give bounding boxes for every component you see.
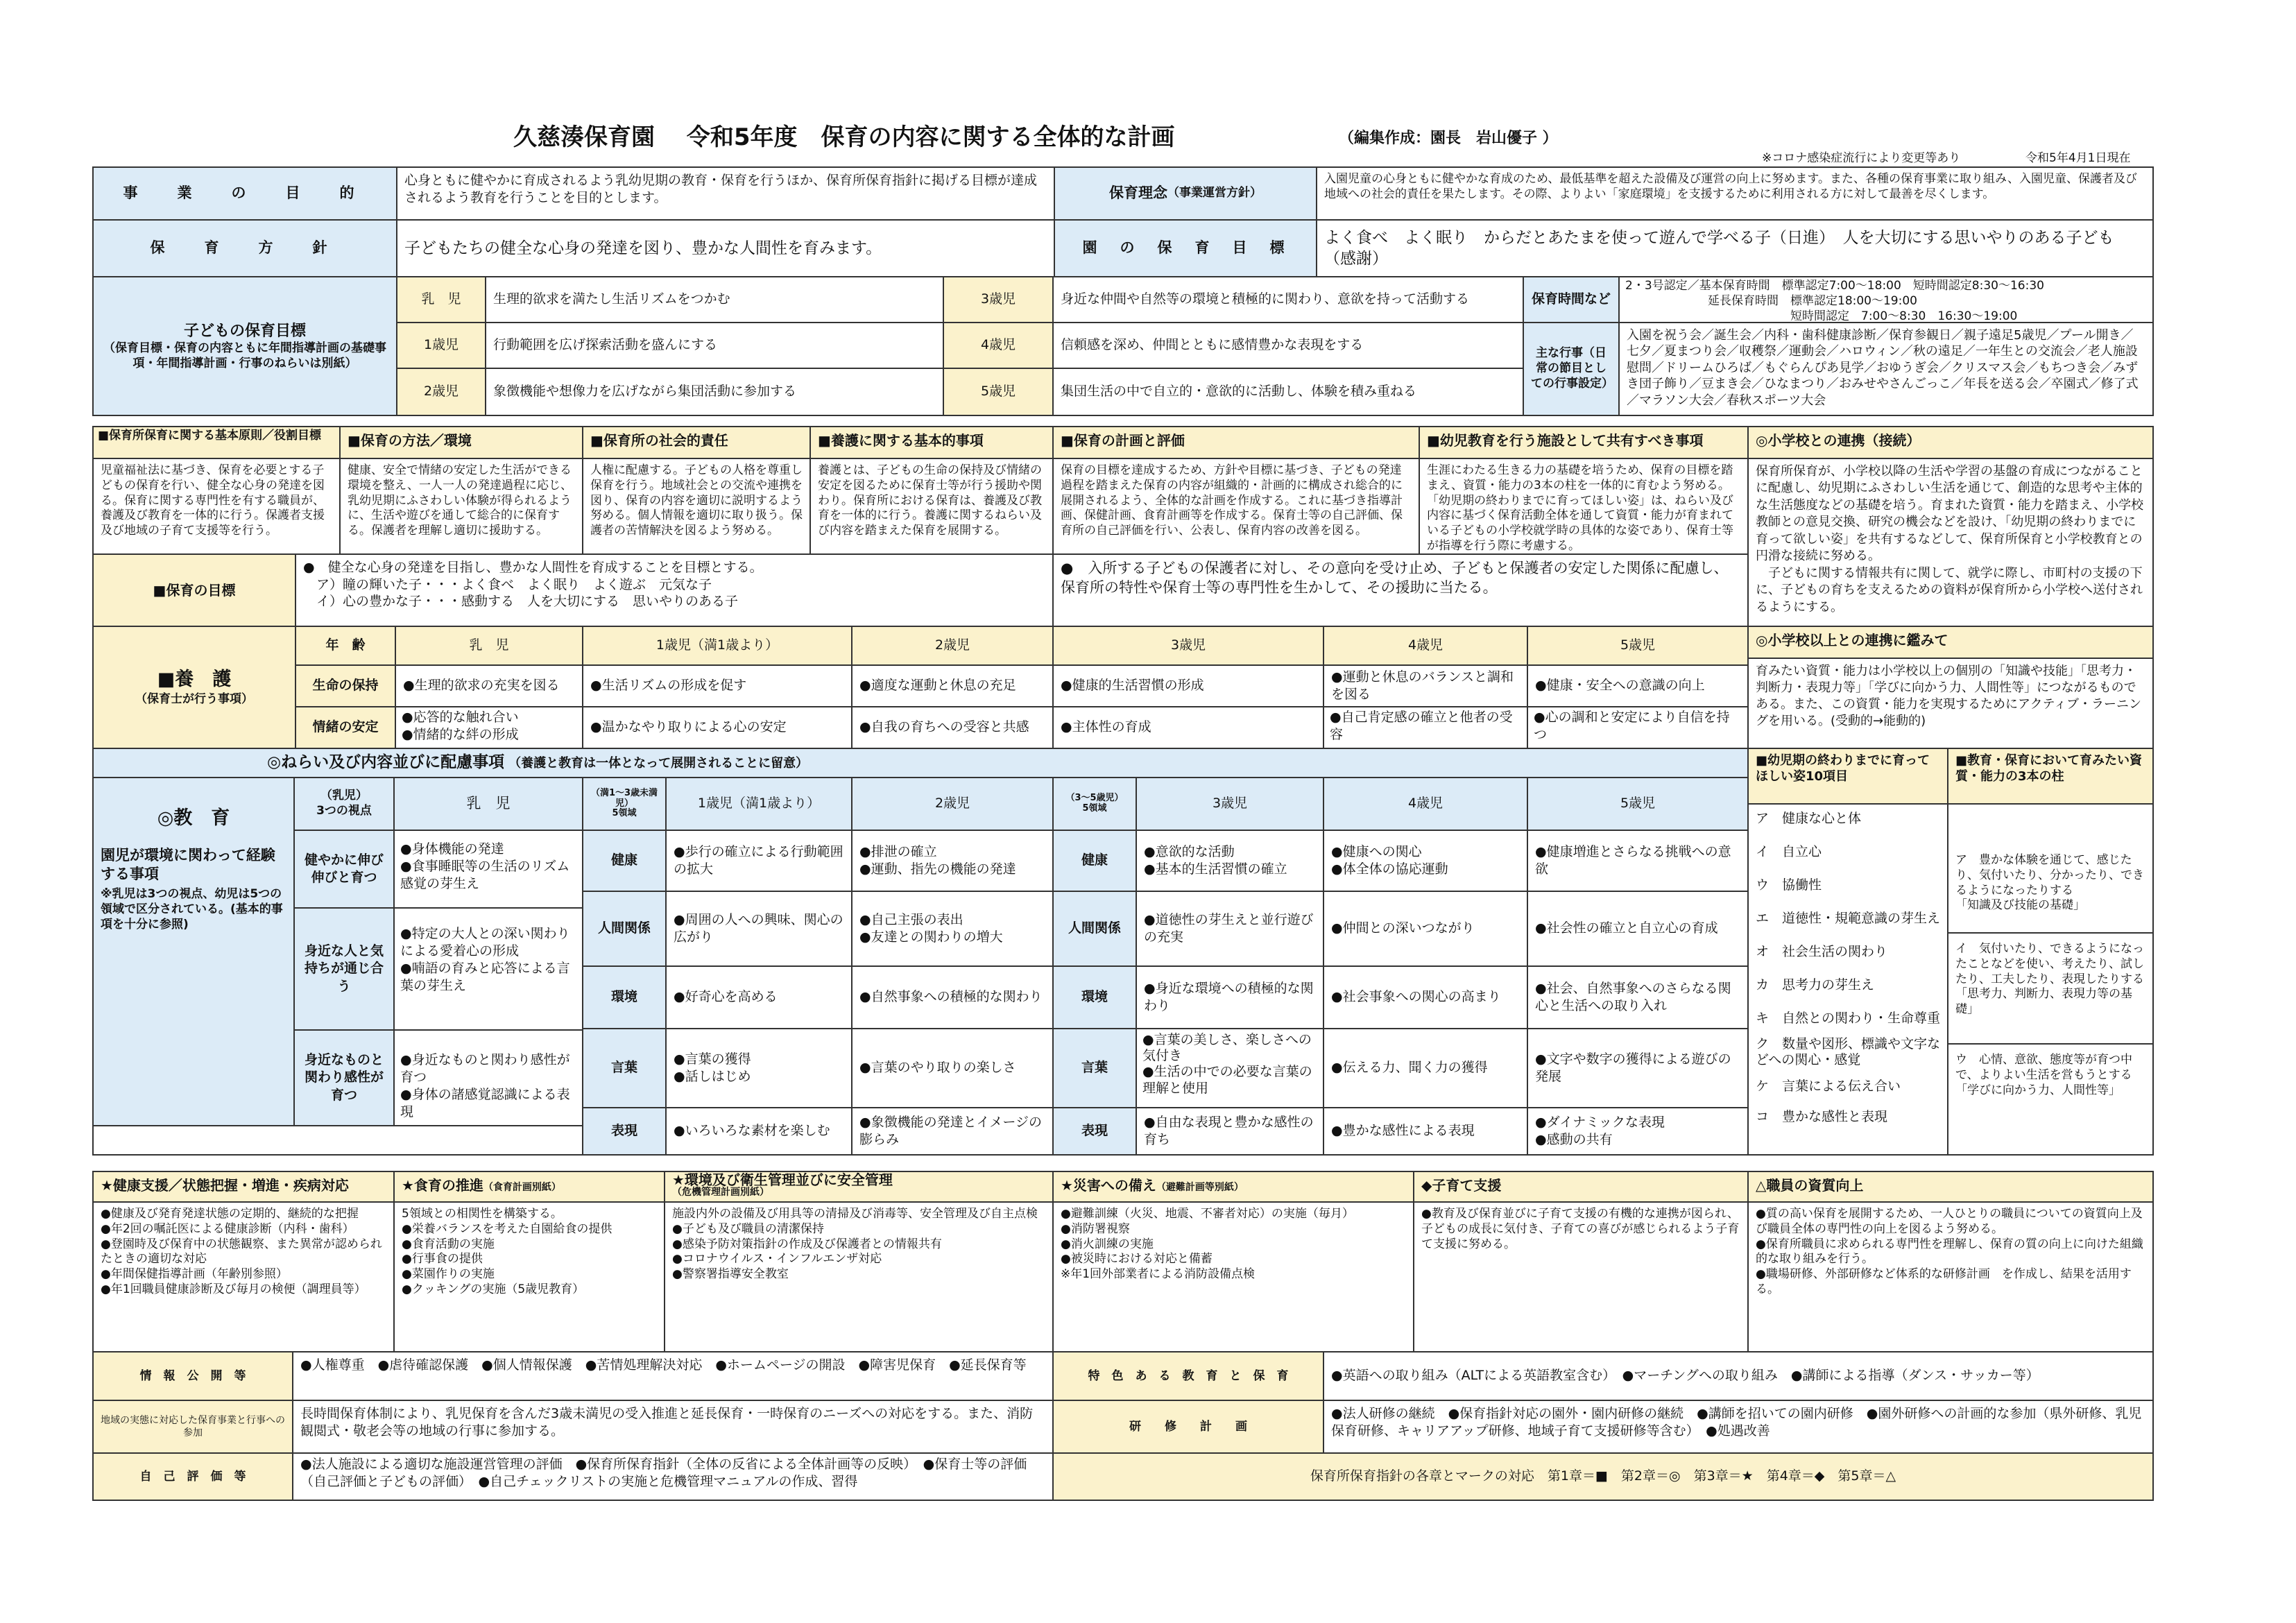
hours-label: 保育時間など bbox=[1523, 276, 1620, 323]
center-goal-text: よく食べ よく眠り からだとあたまを使って遊んで学べる子（日進） 人を大切にする思いやりのある子ども（感謝） bbox=[1316, 219, 2154, 277]
emotion-label: 情緒の安定 bbox=[295, 706, 396, 749]
training-text: ●法人研修の継続 ●保育指針対応の園外・園内研修の継続 ●講師を招いての園内研修 ●園外研修への計画的な参加（県外研修、乳児保育研修、キャリアアップ研修、地域子育て支援研修等含む） ●処遇改善 bbox=[1323, 1400, 2154, 1454]
yougo-age-1: 1歳児（満1歳より） bbox=[582, 626, 853, 666]
education-note: ※乳児は3つの視点、幼児は5つの領域で区分されている。(基本的事項を十分に参照) bbox=[101, 887, 283, 931]
relations-2: ●自己主張の表出 ●友達との関わりの増大 bbox=[851, 891, 1054, 967]
goal-text-2: 象徴機能や想像力を広げながら集団活動に参加する bbox=[485, 368, 944, 416]
education-desc: 園児が環境に関わって経験する事項 bbox=[101, 846, 275, 883]
yougo-age-3: 3歳児 bbox=[1052, 626, 1324, 666]
self-eval-label: 自 己 評 価 等 bbox=[92, 1452, 293, 1501]
elementary-head: ◎小学校との連携（接続） bbox=[1747, 426, 2154, 459]
child-goals-title: 子どもの保育目標 bbox=[183, 322, 306, 340]
disaster-text: ●避難訓練（火災、地震、不審者対応）の実施（毎月） ●消防署視察 ●消火訓練の実施 ●被災時における対応と備蓄 ※年1回外部業者による消防設備点検 bbox=[1052, 1201, 1414, 1352]
domain-health: 健康 bbox=[582, 830, 667, 892]
food-text: 5領域との相関性を構築する。 ●栄養バランスを考えた自園給食の提供 ●食育活動の実施 ●行事食の提供 ●菜園作りの実施 ●クッキングの実施（5歳児教育） bbox=[393, 1201, 665, 1352]
hours-text: 2・3号認定／基本保育時間 標準認定7:00～18:00 短時間認定8:30～16:30 延長保育時間 標準認定18:00～19:00 短時間認定 7:00～8:30 16:30～19:00 bbox=[1618, 276, 2154, 323]
goal-text-5: 集団生活の中で自立的・意欲的に活動し、体験を積み重ねる bbox=[1052, 368, 1524, 416]
expression-5: ●ダイナミックな表現 ●感動の共有 bbox=[1527, 1107, 1749, 1156]
language-5: ●文字や数字の獲得による遊びの発展 bbox=[1527, 1028, 1749, 1108]
pillar-item: ウ 心情、意欲、態度等が育つ中で、よりよい生活を営もうとする 「学びに向かう力、人間性等」 bbox=[1955, 1053, 2132, 1097]
domain-label-1: （満1～3歳未満児） 5領域 bbox=[582, 777, 667, 831]
food-title: ★食育の推進 bbox=[402, 1177, 483, 1194]
nerai-subtitle: （養護と教育は一体となって展開されることに留意） bbox=[508, 756, 809, 771]
view-text-1: ●身体機能の発達 ●食事睡眠等の生活のリズム感覚の芽生え bbox=[393, 830, 583, 909]
domain-expression: 表現 bbox=[582, 1107, 667, 1156]
education-title: ◎教 育 bbox=[157, 807, 230, 829]
philosophy-subtitle: （事業運営方針） bbox=[1167, 186, 1262, 200]
domain-language-2: 言葉 bbox=[1052, 1028, 1137, 1108]
nerai-header bbox=[92, 748, 1749, 778]
life-infant: ●生理的欲求の充実を図る bbox=[395, 664, 583, 707]
ten-item: オ 社会生活の関わり bbox=[1756, 944, 1888, 959]
health-1: ●歩行の確立による行動範囲の拡大 bbox=[665, 830, 853, 892]
blank-spacer bbox=[92, 1125, 583, 1156]
renkei-text: 育みたい資質・能力は小学校以上の個別の「知識や技能」「思考力・判断力・表現力等」「学びに向かう力、人間性等」につながるものである。また、この資質・能力を実現するためにアクティブ・ラーニングを用いる。(受動的→能動的) bbox=[1747, 658, 2154, 749]
events-text: 入園を祝う会／誕生会／内科・歯科健康診断／保育参観日／親子遠足5歳児／プール開き／七夕／夏まつり会／収穫祭／運動会／ハロウィン／秋の遠足／一年生との交流会／老人施設慰問／ドリームひろば／もぐらんぴあ見学／おゆうぎ会／クリスマス会／もちつき会／みずき団子飾り／豆まき会／ひなまつり／おみせやさんごっこ／年長を送る会／卒園式／修了式／マラソン大会／春秋スポーツ大会 bbox=[1618, 322, 2154, 416]
goal-text-infant: 生理的欲求を満たし生活リズムをつかむ bbox=[485, 276, 944, 323]
view-text-2: ●特定の大人との深い関わりによる愛着心の形成 ●喃語の育みと応答による言葉の芽生え bbox=[393, 907, 583, 1031]
emotion-5: ●心の調和と安定により自信を持つ bbox=[1527, 706, 1749, 749]
health-2: ●排泄の確立 ●運動、指先の機能の発達 bbox=[851, 830, 1054, 892]
renkei-head: ◎小学校以上との連携に鑑みて bbox=[1747, 626, 2154, 659]
goal-age-2: 2歳児 bbox=[396, 368, 486, 416]
environment-5: ●社会、自然事象へのさらなる関心と生活への取り入れ bbox=[1527, 965, 1749, 1029]
domain-language: 言葉 bbox=[582, 1028, 667, 1108]
principle-text-6: 生涯にわたる生きる力の基礎を培うため、保育の目標を踏まえ、資質・能力の3本の柱を一体的に育むよう努める。「幼児期の終わりまでに育ってほしい姿」は、ねらい及び内容に基づく保育活動全体を通して資質・能力が育まれている子どもの小学校就学時の具体的な姿であり、保育士等が指導を行う際に考慮する。 bbox=[1419, 458, 1749, 555]
health-5: ●健康増進とさらなる挑戦への意欲 bbox=[1527, 830, 1749, 892]
goal-age-5: 5歳児 bbox=[943, 368, 1054, 416]
child-goals-label bbox=[92, 276, 397, 416]
disaster-head bbox=[1052, 1171, 1414, 1203]
food-subtitle: （食育計画別紙） bbox=[483, 1182, 561, 1193]
info-text: ●人権尊重 ●虐待確認保護 ●個人情報保護 ●苦情処理解決対応 ●ホームページの開設 ●障害児保育 ●延長保育等 bbox=[292, 1351, 1054, 1401]
ten-item: ク 数量や図形、標識や文字などへの関心・感覚 bbox=[1756, 1036, 1941, 1067]
editor-note: （編集作成：園長 岩山優子 ） bbox=[1339, 130, 1558, 147]
childcare-support-text: ●教育及び保育並びに子育て支援の有機的な連携が図られ、子どもの成長に気付き、子育ての喜びが感じられるよう子育て支援に努める。 bbox=[1413, 1201, 1749, 1352]
philosophy-text: 入園児童の心身ともに健やかな育成のため、最低基準を超えた設備及び運営の向上に努めます。また、各種の保育事業に取り組み、入園児童、保護者及び地域への社会的責任を果たします。その際、よりよい「家庭環境」を支援するために利用される方に対して最善を尽くします。 bbox=[1316, 166, 2154, 221]
philosophy-title: 保育理念 bbox=[1109, 184, 1167, 202]
childcare-support-head: ◆子育て支援 bbox=[1413, 1171, 1749, 1203]
events-label: 主な行事（日常の節目としての行事設定） bbox=[1523, 322, 1620, 416]
view-text-3: ●身近なものと関わり感性が育つ ●身体の諸感覚認識による表現 bbox=[393, 1029, 583, 1126]
elementary-text: 保育所保育が、小学校以降の生活や学習の基盤の育成につながることに配慮し、幼児期にふさわしい生活を通じて、創造的な思考や主体的な生活態度などの基礎を培う。育まれた資質・能力を踏まえ、小学校教師との意見交換、研究の機会などを設け、「幼児期の終わりまでに育って欲しい姿」を共有するなどして、保育所保育と小学校教育との円滑な接続に努める。 子どもに関する情報共有に関して、就学に際し、市町村の支援の下に、子どもの育ちを支えるための資料が保育所から小学校へ送付されるようにする。 bbox=[1747, 458, 2154, 627]
policy-label: 保 育 方 針 bbox=[92, 219, 397, 277]
ten-item: ア 健康な心と体 bbox=[1756, 811, 1862, 826]
ten-item: コ 豊かな感性と表現 bbox=[1756, 1109, 1888, 1124]
ten-item: ケ 言葉による伝え合い bbox=[1756, 1079, 1901, 1094]
safety-subtitle: （危機管理計画別紙） bbox=[672, 1187, 769, 1198]
yougo-age-2: 2歳児 bbox=[851, 626, 1054, 666]
nerai-title: ◎ねらい及び内容並びに配慮事項 bbox=[267, 753, 505, 771]
info-label: 情 報 公 開 等 bbox=[92, 1351, 293, 1401]
domain-relations: 人間関係 bbox=[582, 891, 667, 967]
yougo-age-infant: 乳 児 bbox=[395, 626, 583, 666]
emotion-1: ●温かなやり取りによる心の安定 bbox=[582, 706, 853, 749]
life-5: ●健康・安全への意識の向上 bbox=[1527, 664, 1749, 707]
health-4: ●健康への関心 ●体全体の協応運動 bbox=[1323, 830, 1528, 892]
local-text: 長時間保育体制により、乳児保育を含んだ3歳未満児の受入推進と延長保育・一時保育のニーズへの対応をする。また、消防観閲式・敬老会等の地域の行事に参加する。 bbox=[292, 1400, 1054, 1454]
yougo-label bbox=[92, 626, 296, 749]
philosophy-label bbox=[1054, 166, 1317, 221]
goal-age-infant: 乳 児 bbox=[396, 276, 486, 323]
emotion-4: ●自己肯定感の確立と他者の受容 bbox=[1323, 706, 1528, 749]
hoiku-goal-left: ● 健全な心身の発達を目指し、豊かな人間性を育成することを目標とする。 ア）瞳の輝いた子・・・よく食べ よく眠り よく遊ぶ 元気な子 イ）心の豊かな子・・・感動する 人を大切にする 思いやりのある子 bbox=[295, 553, 1054, 627]
goal-age-4: 4歳児 bbox=[943, 322, 1054, 369]
hoiku-goal-label: ■保育の目標 bbox=[92, 553, 296, 627]
pillar-item: ア 豊かな体験を通じて、感じたり、気付いたり、分かったり、できるようになったりする 「知識及び技能の基礎」 bbox=[1948, 805, 2152, 934]
policy-text: 子どもたちの健全な心身の発達を図り、豊かな人間性を育みます。 bbox=[396, 219, 1055, 277]
purpose-text: 心身ともに健やかに育成されるよう乳幼児期の教育・保育を行うほか、保育所保育指針に掲げる目標が達成されるよう教育を行うことを目的とします。 bbox=[396, 166, 1055, 221]
safety-text: 施設内外の設備及び用具等の清掃及び消毒等、安全管理及び自主点検 ●子ども及び職員の清潔保持 ●感染予防対策指針の作成及び保護者との情報共有 ●コロナウイルス・インフルエンザ対応 ●警察署指導安全教室 bbox=[664, 1201, 1054, 1352]
domain-relations-2: 人間関係 bbox=[1052, 891, 1137, 967]
ten-item: カ 思考力の芽生え bbox=[1756, 977, 1875, 993]
edu-age-1-header: 1歳児（満1歳より） bbox=[665, 777, 853, 831]
chapter-marks: 保育所保育指針の各章とマークの対応 第1章＝■ 第2章＝◎ 第3章＝★ 第4章＝◆ 第5章＝△ bbox=[1052, 1452, 2154, 1501]
emotion-infant: ●応答的な触れ合い ●情緒的な絆の形成 bbox=[395, 706, 583, 749]
edu-age-2-header: 2歳児 bbox=[851, 777, 1054, 831]
environment-2: ●自然事象への積極的な関わり bbox=[851, 965, 1054, 1029]
domain-health-2: 健康 bbox=[1052, 830, 1137, 892]
relations-1: ●周囲の人への興味、関心の広がり bbox=[665, 891, 853, 967]
ten-item: エ 道徳性・規範意識の芽生え bbox=[1756, 911, 1941, 926]
principle-text-3: 人権に配慮する。子どもの人格を尊重し保育を行う。地域社会との交流や連携を図り、保育の内容を適切に説明するよう努める。個人情報を適切に取り扱う。保護者の苦情解決を図るよう努める。 bbox=[582, 458, 811, 555]
language-1: ●言葉の獲得 ●話しはじめ bbox=[665, 1028, 853, 1108]
view-name-1: 健やかに伸び伸びと育つ bbox=[293, 830, 395, 909]
principle-head-3: ■保育所の社会的責任 bbox=[582, 426, 811, 459]
relations-3: ●道徳性の芽生えと並行遊びの充実 bbox=[1136, 891, 1324, 967]
principle-head-2: ■保育の方法／環境 bbox=[339, 426, 583, 459]
principle-text-1: 児童福祉法に基づき、保育を必要とする子どもの保育を行い、健全な心身の発達を図る。保育に関する専門性を有する職員が、養護及び教育を一体的に行う。保護者支援及び地域の子育て支援等を行う。 bbox=[92, 458, 341, 555]
training-label: 研 修 計 画 bbox=[1052, 1400, 1324, 1454]
as-of-date: 令和5年4月1日現在 bbox=[2025, 151, 2131, 165]
three-pillars-head: ■教育・保育において育みたい資質・能力の3本の柱 bbox=[1947, 748, 2154, 805]
food-head bbox=[393, 1171, 665, 1203]
life-3: ●健康的生活習慣の形成 bbox=[1052, 664, 1324, 707]
life-4: ●運動と休息のバランスと調和を図る bbox=[1323, 664, 1528, 707]
page-title: 久慈湊保育園 令和5年度 保育の内容に関する全体的な計画 bbox=[513, 123, 1175, 151]
yougo-age-4: 4歳児 bbox=[1323, 626, 1528, 666]
relations-5: ●社会性の確立と自立心の育成 bbox=[1527, 891, 1749, 967]
relations-4: ●仲間との深いつながり bbox=[1323, 891, 1528, 967]
three-pillars-list bbox=[1947, 803, 2154, 1156]
domain-label-2: （3～5歳児） 5領域 bbox=[1052, 777, 1137, 831]
ten-item: キ 自然との関わり・生命尊重 bbox=[1756, 1011, 1941, 1026]
life-1: ●生活リズムの形成を促す bbox=[582, 664, 853, 707]
goal-text-4: 信頼感を深め、仲間とともに感情豊かな表現をする bbox=[1052, 322, 1524, 369]
covid-note: ※コロナ感染症流行により変更等あり bbox=[1762, 151, 1961, 165]
yougo-age-5: 5歳児 bbox=[1527, 626, 1749, 666]
feature-label: 特 色 あ る 教 育 と 保 育 bbox=[1052, 1351, 1324, 1401]
view-name-3: 身近なものと関わり感性が育つ bbox=[293, 1029, 395, 1126]
principle-text-4: 養護とは、子どもの生命の保持及び情緒の安定を図るために保育士等が行う援助や関わり。保育所における保育は、養護及び教育を一体的に行う。養護に関するねらい及び内容を踏まえた保育を展開する。 bbox=[809, 458, 1054, 555]
staff-quality-head: △職員の資質向上 bbox=[1747, 1171, 2154, 1203]
goal-text-3: 身近な仲間や自然等の環境と積極的に関わり、意欲を持って活動する bbox=[1052, 276, 1524, 323]
language-2: ●言葉のやり取りの楽しさ bbox=[851, 1028, 1054, 1108]
view-name-2: 身近な人と気持ちが通じ合う bbox=[293, 907, 395, 1031]
edu-age-5-header: 5歳児 bbox=[1527, 777, 1749, 831]
emotion-2: ●自我の育ちへの受容と共感 bbox=[851, 706, 1054, 749]
language-3: ●言葉の美しさ、楽しさへの気付き ●生活の中での必要な言葉の理解と使用 bbox=[1136, 1028, 1324, 1108]
goal-age-1: 1歳児 bbox=[396, 322, 486, 369]
viewpoint-label: （乳児） 3つの視点 bbox=[293, 777, 395, 831]
staff-quality-text: ●質の高い保育を展開するため、一人ひとりの職員についての資質向上及び職員全体の専門性の向上を図るよう努める。 ●保育所職員に求められる専門性を理解し、保育の質の向上に向けた組織的な取り組みを行う。 ●職場研修、外部研修など体系的な研修計画 を作成し、結果を活用する。 bbox=[1747, 1201, 2154, 1352]
life-label: 生命の保持 bbox=[295, 664, 396, 707]
edu-age-3-header: 3歳児 bbox=[1136, 777, 1324, 831]
domain-expression-2: 表現 bbox=[1052, 1107, 1137, 1156]
safety-head bbox=[664, 1171, 1054, 1203]
health-support-head: ★健康支援／状態把握・増進・疾病対応 bbox=[92, 1171, 395, 1203]
environment-4: ●社会事象への関心の高まり bbox=[1323, 965, 1528, 1029]
hoiku-goal-right: ● 入所する子どもの保護者に対し、その意向を受け止め、子どもと保護者の安定した関係に配慮し、保育所の特性や保育士等の専門性を生かして、その援助に当たる。 bbox=[1052, 553, 1749, 627]
purpose-label: 事 業 の 目 的 bbox=[92, 166, 397, 221]
ten-item: イ 自立心 bbox=[1756, 844, 1822, 859]
health-3: ●意欲的な活動 ●基本的生活習慣の確立 bbox=[1136, 830, 1324, 892]
goal-age-3: 3歳児 bbox=[943, 276, 1054, 323]
disaster-subtitle: （避難計画等別紙） bbox=[1156, 1182, 1244, 1193]
age-label: 年 齢 bbox=[295, 626, 396, 666]
principle-head-5: ■保育の計画と評価 bbox=[1052, 426, 1420, 459]
life-2: ●適度な運動と休息の充足 bbox=[851, 664, 1054, 707]
domain-environment-2: 環境 bbox=[1052, 965, 1137, 1029]
expression-1: ●いろいろな素材を楽しむ bbox=[665, 1107, 853, 1156]
feature-text: ●英語への取り組み（ALTによる英語教室含む） ●マーチングへの取り組み ●講師による指導（ダンス・サッカー等） bbox=[1323, 1351, 2154, 1401]
ten-item: ウ 協働性 bbox=[1756, 877, 1822, 893]
safety-title: ★環境及び衛生管理並びに安全管理 bbox=[672, 1171, 893, 1188]
disaster-title: ★災害への備え bbox=[1061, 1177, 1156, 1194]
local-label: 地域の実態に対応した保育事業と行事への参加 bbox=[92, 1400, 293, 1454]
goal-text-1: 行動範囲を広げ探索活動を盛んにする bbox=[485, 322, 944, 369]
expression-2: ●象徴機能の発達とイメージの膨らみ bbox=[851, 1107, 1054, 1156]
center-goal-label: 園 の 保 育 目 標 bbox=[1054, 219, 1317, 277]
principle-text-5: 保育の目標を達成するため、方針や目標に基づき、子どもの発達過程を踏まえた保育の内容が組織的・計画的に構成され総合的に展開されるよう、全体的な計画を作成する。これに基づき指導計画、保健計画、食育計画等を作成する。保育士等の自己評価、保育所の自己評価を行い、公表し、保育内容の改善を図る。 bbox=[1052, 458, 1420, 555]
principle-text-2: 健康、安全で情緒の安定した生活ができる環境を整え、一人一人の発達過程に応じ、乳幼児期にふさわしい体験が得られるように、生活や遊びを通して総合的に保育する。保護者を理解し適切に援助する。 bbox=[339, 458, 583, 555]
emotion-3: ●主体性の育成 bbox=[1052, 706, 1324, 749]
principle-head-6: ■幼児教育を行う施設として共有すべき事項 bbox=[1419, 426, 1749, 459]
ten-items-head: ■幼児期の終わりまでに育ってほしい姿10項目 bbox=[1747, 748, 1948, 805]
ten-items-list bbox=[1747, 803, 1948, 1156]
expression-3: ●自由な表現と豊かな感性の育ち bbox=[1136, 1107, 1324, 1156]
domain-environment: 環境 bbox=[582, 965, 667, 1029]
environment-3: ●身近な環境への積極的な関わり bbox=[1136, 965, 1324, 1029]
language-4: ●伝える力、聞く力の獲得 bbox=[1323, 1028, 1528, 1108]
edu-age-4-header: 4歳児 bbox=[1323, 777, 1528, 831]
infant-header: 乳 児 bbox=[393, 777, 583, 831]
health-support-text: ●健康及び発育発達状態の定期的、継続的な把握 ●年2回の嘱託医による健康診断（内科・歯科） ●登園時及び保育中の状態観察、また異常が認められたときの適切な対応 ●年間保健指導計画（年齢別参照） ●年1回職員健康診断及び毎月の検便（調理員等） bbox=[92, 1201, 395, 1352]
self-eval-text: ●法人施設による適切な施設運営管理の評価 ●保育所保育指針（全体の反省による全体計画等の反映） ●保育士等の評価（自己評価と子どもの評価） ●自己チェックリストの実施と危機管理マニュアルの作成、習得 bbox=[292, 1452, 1054, 1501]
environment-1: ●好奇心を高める bbox=[665, 965, 853, 1029]
yougo-title: ■養 護 bbox=[157, 669, 232, 691]
yougo-subtitle: （保育士が行う事項） bbox=[135, 692, 253, 706]
pillar-item: イ 気付いたり、できるようになったことなどを使い、考えたり、試したり、工夫したり、表現したりする 「思考力、判断力、表現力等の基礎」 bbox=[1948, 934, 2152, 1045]
expression-4: ●豊かな感性による表現 bbox=[1323, 1107, 1528, 1156]
education-label bbox=[92, 777, 295, 1126]
principle-head-1: ■保育所保育に関する基本原則／役割目標 bbox=[92, 426, 341, 459]
principle-head-4: ■養護に関する基本的事項 bbox=[809, 426, 1054, 459]
child-goals-subtitle: （保育目標・保育の内容ともに年間指導計画の基礎事項・年間指導計画・行事のねらいは別紙） bbox=[103, 341, 386, 370]
